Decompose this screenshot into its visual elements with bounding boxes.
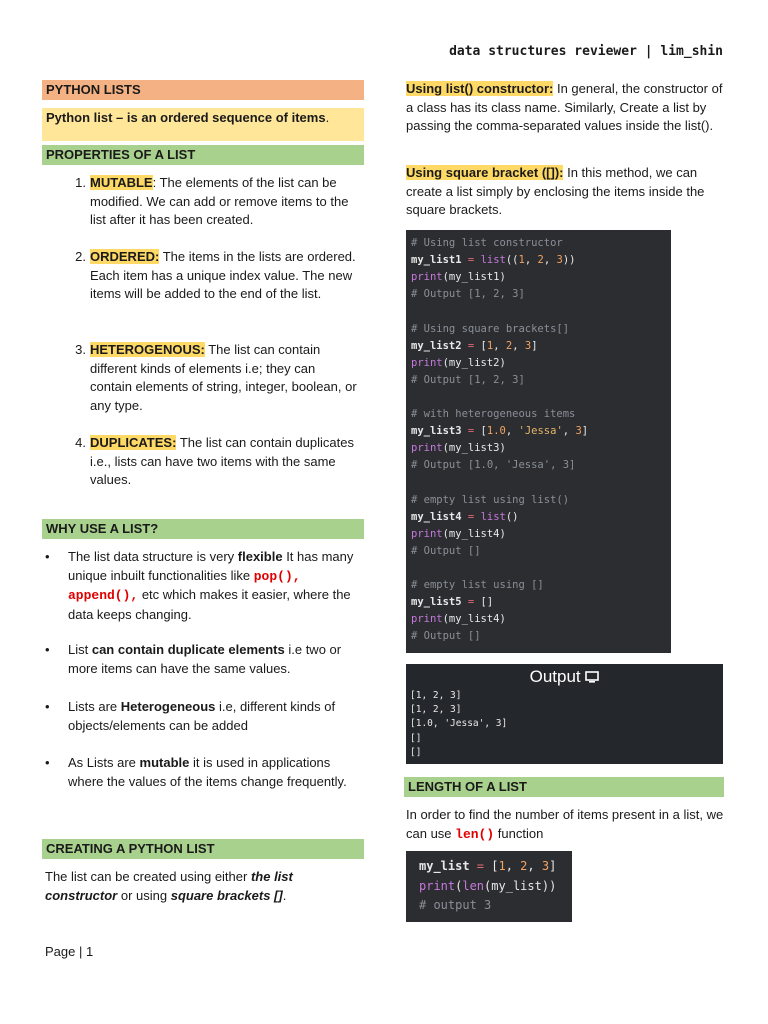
property-text: The items in the lists are ordered. Each item has a unique index value. The new items will be added to the end of the list.: [90, 249, 356, 302]
code-line: # Output []: [411, 630, 481, 643]
bracket-term: Using square bracket ([]):: [406, 165, 564, 180]
length-text-end: function: [494, 825, 544, 841]
code-line: # Output [1, 2, 3]: [411, 373, 525, 386]
code-line: # output 3: [419, 898, 492, 912]
definition-text: Python list – is an ordered sequence of items: [46, 110, 326, 125]
length-paragraph: [406, 806, 726, 844]
bullet-icon: •: [45, 755, 50, 770]
bracket-paragraph: [406, 164, 726, 220]
definition-end: .: [325, 110, 330, 125]
constructor-text: In general, the constructor of a class has its class name. Similarly, Create a list by passing the comma-separated values inside the list().: [406, 81, 723, 134]
code-line: # Using list constructor: [411, 237, 563, 249]
why-text: The list data structure is very: [68, 549, 238, 564]
code-line: print(my_list2): [411, 356, 506, 369]
creating-heading: CREATING A PYTHON LIST: [42, 839, 364, 859]
why-bold: can contain duplicate elements: [91, 642, 285, 657]
why-text: Lists are: [68, 699, 121, 714]
output-title-text: Output: [529, 667, 581, 686]
why-text: It has many unique inbuilt functionalities like: [68, 549, 354, 583]
page-footer: Page | 1: [45, 944, 94, 959]
code-line: # Output []: [411, 544, 481, 557]
constructor-term: Using list() constructor:: [406, 81, 554, 96]
code-line: my_list3 = [1.0, 'Jessa', 3]: [411, 425, 589, 438]
constructor-paragraph: [406, 80, 726, 136]
code-line: # Using square brackets[]: [411, 322, 570, 335]
code-line: print(my_list4): [411, 527, 506, 540]
why-bold: Heterogeneous: [120, 699, 216, 714]
pop-code: pop(),: [253, 568, 301, 584]
bracket-text: In this method, we can create a list simply by enclosing the items inside the square brackets.: [406, 165, 705, 218]
creating-text-c: or using: [117, 887, 171, 903]
property-item: [75, 341, 360, 415]
why-bold: flexible: [237, 549, 283, 564]
property-term: HETEROGENOUS:: [90, 342, 205, 357]
code-line: # Output [1, 2, 3]: [411, 288, 525, 301]
output-line: []: [410, 746, 422, 758]
bullet-icon: •: [45, 549, 50, 564]
property-item: [75, 248, 360, 304]
property-item: [75, 434, 360, 490]
property-term: DUPLICATES:: [90, 435, 177, 450]
definition-box: [42, 108, 364, 141]
code-line: my_list1 = list((1, 2, 3)): [411, 254, 576, 267]
why-text: As Lists are: [68, 755, 140, 770]
why-list: [45, 548, 364, 818]
code-line: # empty list using []: [411, 579, 544, 591]
code-line: my_list4 = list(): [411, 510, 519, 523]
property-text: The list can contain different kinds of elements i.e; they can contain elements of string, integer, boolean, or any type.: [90, 342, 357, 413]
length-text: In order to find the number of items present in a list, we can use: [406, 807, 724, 841]
code-line: print(len(my_list)): [419, 878, 557, 893]
why-text: etc which makes it easier, where the data keeps changing.: [68, 587, 351, 622]
bullet-icon: •: [45, 699, 50, 714]
document-header: data structures reviewer | lim_shin: [449, 44, 723, 59]
properties-heading: PROPERTIES OF A LIST: [42, 145, 364, 165]
code-line: # Output [1.0, 'Jessa', 3]: [411, 459, 576, 472]
output-line: [1.0, 'Jessa', 3]: [410, 718, 508, 730]
output-title: [406, 667, 723, 687]
output-panel: [406, 664, 723, 764]
creating-text: [45, 868, 345, 905]
code-line: my_list = [1, 2, 3]: [419, 859, 557, 873]
code-line: # empty list using list(): [411, 493, 570, 506]
why-item: [45, 548, 364, 624]
property-term: ORDERED:: [90, 249, 160, 264]
code-line: my_list2 = [1, 2, 3]: [411, 339, 538, 352]
why-text: i.e, different kinds of objects/elements can be added: [68, 699, 336, 733]
code-block-length: [406, 851, 572, 922]
why-text: it is used in applications where the values of the items change frequently.: [68, 755, 347, 789]
why-text: List: [68, 642, 92, 657]
property-number: 1.: [75, 175, 86, 190]
bullet-icon: •: [45, 642, 50, 657]
creating-brackets: square brackets []: [170, 887, 283, 903]
code-line: print(my_list3): [411, 442, 506, 455]
property-text: : The elements of the list can be modified. We can add or remove items to the list after it has been created.: [90, 175, 349, 228]
property-text: The list can contain duplicates i.e., lists can have two items with the same values.: [90, 435, 354, 488]
code-line: my_list5 = []: [411, 596, 494, 609]
properties-list: [75, 174, 360, 494]
why-item: [45, 754, 364, 791]
code-line: print(my_list4): [411, 613, 506, 626]
creating-constructor: the list constructor: [45, 869, 293, 903]
why-text: i.e two or more items can have the same values.: [68, 642, 342, 676]
python-lists-heading: PYTHON LISTS: [42, 80, 364, 100]
output-line: [1, 2, 3]: [410, 704, 462, 716]
property-number: 3.: [75, 342, 86, 357]
property-item: [75, 174, 360, 230]
code-line: print(my_list1): [411, 271, 506, 284]
output-line: []: [410, 732, 422, 744]
why-item: [45, 641, 364, 678]
len-code: len(): [455, 826, 495, 842]
property-number: 4.: [75, 435, 86, 450]
creating-text-a: The list can be created using either: [45, 869, 251, 884]
length-heading: LENGTH OF A LIST: [404, 777, 724, 797]
output-line: [1, 2, 3]: [410, 690, 462, 701]
code-block-examples: [406, 230, 671, 653]
monitor-icon: [585, 671, 599, 683]
why-item: [45, 698, 364, 735]
append-code: append(),: [68, 588, 139, 604]
property-number: 2.: [75, 249, 86, 264]
why-bold: mutable: [139, 755, 190, 770]
creating-text-e: .: [282, 887, 287, 903]
property-term: MUTABLE: [90, 175, 153, 190]
why-heading: WHY USE A LIST?: [42, 519, 364, 539]
code-line: # with heterogeneous items: [411, 408, 576, 420]
